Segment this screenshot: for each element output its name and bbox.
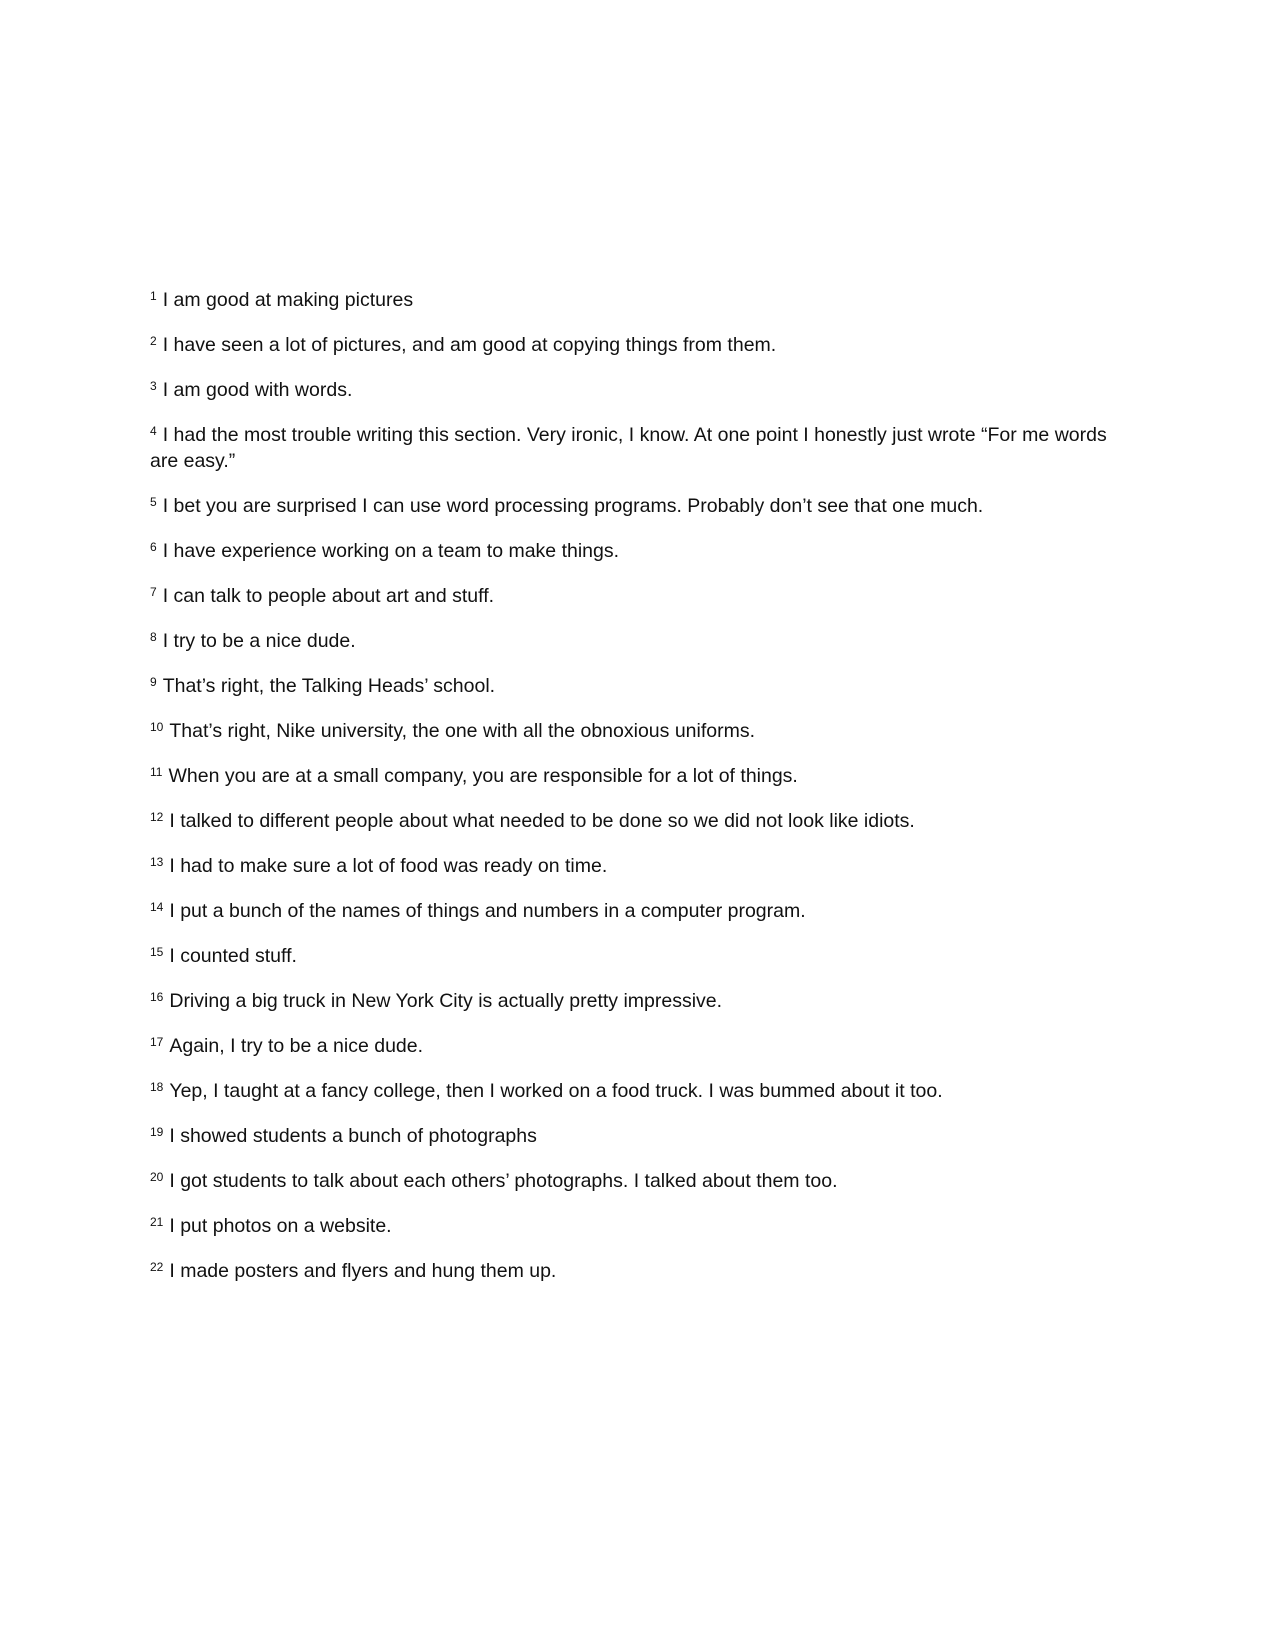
footnote-item [150,988,1120,1014]
footnote-item [150,1078,1120,1104]
footnote-number: 21 [150,1215,164,1229]
footnote-item [150,853,1120,879]
footnote-item [150,583,1120,609]
footnote-text: I am good with words. [162,379,353,401]
footnote-number: 1 [150,289,157,303]
footnote-item [150,538,1120,564]
footnote-number: 15 [150,945,164,959]
footnote-number: 10 [150,720,164,734]
footnote-number: 13 [150,855,164,869]
footnote-number: 9 [150,675,157,689]
footnote-number: 14 [150,900,164,914]
footnote-text: That’s right, the Talking Heads’ school. [162,675,496,697]
footnote-number: 20 [150,1170,164,1184]
footnote-item [150,332,1120,358]
footnote-text: I made posters and flyers and hung them up. [169,1260,557,1282]
footnote-item [150,287,1120,313]
footnote-item [150,377,1120,403]
footnote-number: 6 [150,540,157,554]
footnote-item [150,1123,1120,1149]
footnote-text: Again, I try to be a nice dude. [169,1035,424,1057]
footnote-number: 11 [150,765,163,779]
footnote-text: Yep, I taught at a fancy college, then I worked on a food truck. I was bummed about it too. [169,1080,943,1102]
footnote-text: I talked to different people about what needed to be done so we did not look like idiots. [169,810,915,832]
footnote-text: I had to make sure a lot of food was ready on time. [169,855,608,877]
footnote-text: I got students to talk about each others’ photographs. I talked about them too. [169,1170,838,1192]
footnote-item [150,1168,1120,1194]
footnote-text: I have seen a lot of pictures, and am good at copying things from them. [162,334,777,356]
footnote-item [150,808,1120,834]
footnote-item [150,763,1120,789]
footnote-number: 5 [150,495,157,509]
footnote-number: 3 [150,379,157,393]
footnote-text: Driving a big truck in New York City is actually pretty impressive. [169,990,723,1012]
footnote-number: 12 [150,810,164,824]
footnote-text: I showed students a bunch of photographs [169,1125,537,1147]
footnote-text: I had the most trouble writing this section. Very ironic, I know. At one point I honestly just wrote “For me words are easy.” [150,424,1107,472]
footnote-item [150,673,1120,699]
footnote-number: 22 [150,1260,164,1274]
footnote-item [150,628,1120,654]
footnote-number: 8 [150,630,157,644]
footnote-item [150,1258,1120,1284]
footnote-number: 2 [150,334,157,348]
footnote-list [150,287,1120,1303]
footnote-text: That’s right, Nike university, the one with all the obnoxious uniforms. [169,720,756,742]
footnote-text: I have experience working on a team to make things. [162,540,620,562]
footnote-text: I bet you are surprised I can use word processing programs. Probably don’t see that one much. [162,495,984,517]
footnote-item [150,718,1120,744]
footnote-text: I put a bunch of the names of things and numbers in a computer program. [169,900,806,922]
footnote-text: When you are at a small company, you are responsible for a lot of things. [168,765,798,787]
footnote-number: 4 [150,424,157,438]
footnote-item [150,422,1120,474]
footnote-number: 7 [150,585,157,599]
footnote-item [150,1033,1120,1059]
footnote-number: 16 [150,990,164,1004]
footnote-item [150,943,1120,969]
footnote-text: I counted stuff. [169,945,297,967]
footnote-text: I can talk to people about art and stuff. [162,585,495,607]
footnote-number: 17 [150,1035,164,1049]
footnote-text: I am good at making pictures [162,289,414,311]
footnote-item [150,493,1120,519]
footnote-item [150,1213,1120,1239]
footnote-item [150,898,1120,924]
footnote-number: 18 [150,1080,164,1094]
footnote-text: I try to be a nice dude. [162,630,356,652]
footnote-number: 19 [150,1125,164,1139]
footnote-text: I put photos on a website. [169,1215,392,1237]
